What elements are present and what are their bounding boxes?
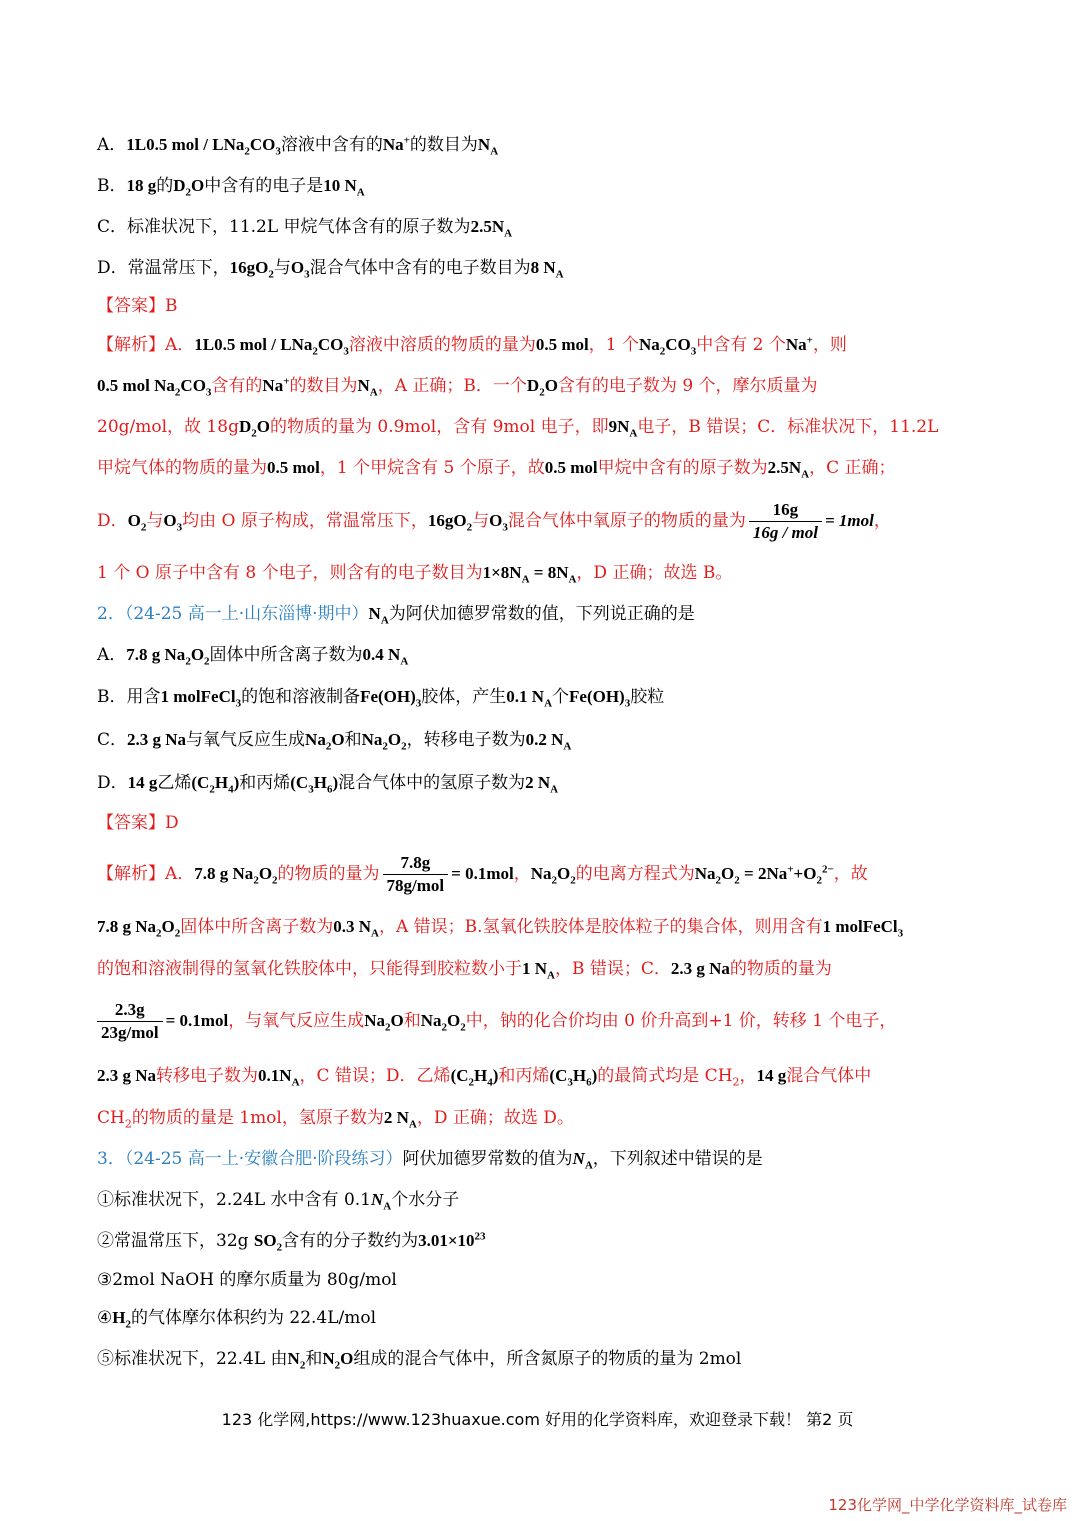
- q3-stem: 3．（24-25 高一上·安徽合肥·阶段练习）阿伏加德罗常数的值为$N_A$，下列叙述中错误的是: [97, 1149, 763, 1172]
- q3-item-3: ③2mol NaOH 的摩尔质量为 80g/mol: [97, 1270, 397, 1290]
- watermark-corner-text: 123化学网_中学化学资料库_试卷库: [828, 1496, 1067, 1514]
- q2-option-a: A．7.8 g $Na_2O_2$固体中所含离子数为0.4 $N_A$: [97, 645, 409, 668]
- q2-stem: 2．（24-25 高一上·山东淄博·期中）$N_A$为阿伏加德罗常数的值，下列说正确的是: [97, 604, 695, 627]
- q2-option-b: B．用含1 molFeCl$_3$的饱和溶液制备$Fe(OH)_3$胶体，产生0.1 $N_A$个$Fe(OH)_3$胶粒: [97, 687, 665, 710]
- q1-analysis-line-3: 20g/mol，故 $18gD_2O$的物质的量为 0.9mol，含有 9mol 电子，即$9N_A$电子，B 错误；C．标准状况下，11.2L: [97, 417, 939, 440]
- q1-option-c: C．标准状况下，11.2L 甲烷气体含有的原子数为$2.5N_A$: [97, 217, 513, 240]
- q2-answer: 【答案】D: [97, 813, 179, 833]
- q2-option-d: D．14 g乙烯$(C_2H_4)$和丙烯$(C_3H_6)$混合气体中的氢原子数为2 $N_A$: [97, 773, 559, 796]
- q1-analysis-line-4: 甲烷气体的物质的量为0.5 mol，1 个甲烷含有 5 个原子，故0.5 mol甲烷中含有的原子数为$2.5N_A$，C 正确；: [97, 458, 896, 481]
- q3-item-2: ②常温常压下，32g $SO_2$含有的分子数约为$3.01\times 10^{23}$: [97, 1230, 486, 1254]
- fraction-16g-over-16g-mol: $\frac{16g}{\text{16g / mol}}$: [749, 499, 822, 544]
- q2-analysis-line-6: $CH_2$的物质的量是 1mol，氢原子数为2 $N_A$，D 正确；故选 D。: [97, 1108, 574, 1131]
- q2-analysis-line-3: 的饱和溶液制得的氢氧化铁胶体中，只能得到胶粒数小于1 $N_A$，B 错误；C．2.3 g Na的物质的量为: [97, 959, 832, 982]
- page-footer: 123 化学网,https://www.123huaxue.com 好用的化学资料库，欢迎登录下载！ 第2 页: [221, 1410, 854, 1429]
- q1-analysis-line-1: 【解析】A．1L0.5 mol / $LNa_2CO_3$溶液中溶质的物质的量为0.5 mol，1 个$Na_2CO_3$中含有 2 个Na+，则: [97, 334, 847, 358]
- q1-analysis-line-6: 1 个 O 原子中含有 8 个电子，则含有的电子数目为$1\times 8N_A = 8N_A$，D 正确；故选 B。: [97, 563, 733, 586]
- q2-analysis-line-2: 7.8 g $Na_2O_2$固体中所含离子数为0.3 $N_A$，A 错误；B.氢氧化铁胶体是胶体粒子的集合体，则用含有1 molFeCl$_3$: [97, 917, 904, 940]
- q3-item-1: ①标准状况下，2.24L 水中含有 $0.1N_A$个水分子: [97, 1190, 460, 1213]
- q1-analysis-line-5: D．$O_2$与$O_3$均由 O 原子构成，常温常压下，$16gO_2$与$O_3$混合气体中氧原子的物质的量为 $\frac{16g}{\text{16g / mol}}$ = 1mol，: [97, 500, 891, 542]
- q2-analysis-line-4: $\frac{2.3g}{\text{23g/mol}}$ = 0.1mol，与氧气反应生成$Na_2O$和$Na_2O_2$中，钠的化合价均由 0 价升高到+1 价，转移 1 个电子，: [97, 997, 995, 1045]
- q1-option-b: B．18 g的$D_2O$中含有的电子是10 $N_A$: [97, 176, 365, 199]
- fraction-2-3g-over-23g-mol: $\frac{2.3g}{\text{23g/mol}}$: [97, 999, 163, 1044]
- q2-analysis-line-5: 2.3 g Na转移电子数为$0.1N_A$，C 错误；D．乙烯$(C_2H_4)$和丙烯$(C_3H_6)$的最简式均是 $CH_2$，14 g混合气体中: [97, 1066, 872, 1089]
- q3-item-5: ⑤标准状况下，22.4L 由$N_2$和$N_2O$组成的混合气体中，所含氮原子的物质的量为 2mol: [97, 1349, 742, 1372]
- fraction-7-8g-over-78g-mol: $\frac{7.8g}{\text{78g/mol}}$: [383, 852, 449, 897]
- q3-item-4: $④H_2$的气体摩尔体积约为 22.4L/mol: [97, 1308, 377, 1331]
- q1-option-a: A．1L0.5 mol / $LNa_2CO_3$溶液中含有的Na+的数目为$N_A$: [97, 134, 499, 158]
- q1-answer: 【答案】B: [97, 296, 178, 316]
- q2-option-c: C．2.3 g Na与氧气反应生成$Na_2O$和$Na_2O_2$，转移电子数为0.2 $N_A$: [97, 730, 572, 753]
- q1-option-d: D．常温常压下，$16gO_2$与$O_3$混合气体中含有的电子数目为8 $N_A$: [97, 258, 564, 281]
- q1-analysis-line-2: 0.5 mol $Na_2CO_3$含有的Na+的数目为$N_A$，A 正确；B．一个$D_2O$含有的电子数为 9 个，摩尔质量为: [97, 375, 818, 399]
- q2-analysis-line-1: 【解析】A．7.8 g $Na_2O_2$的物质的量为 $\frac{7.8g}{\text{78g/mol}}$ = 0.1mol，$Na_2O_2$的电离方程式为$Na_2O_2 = 2Na^++O_2^{2-}$，故: [97, 853, 868, 895]
